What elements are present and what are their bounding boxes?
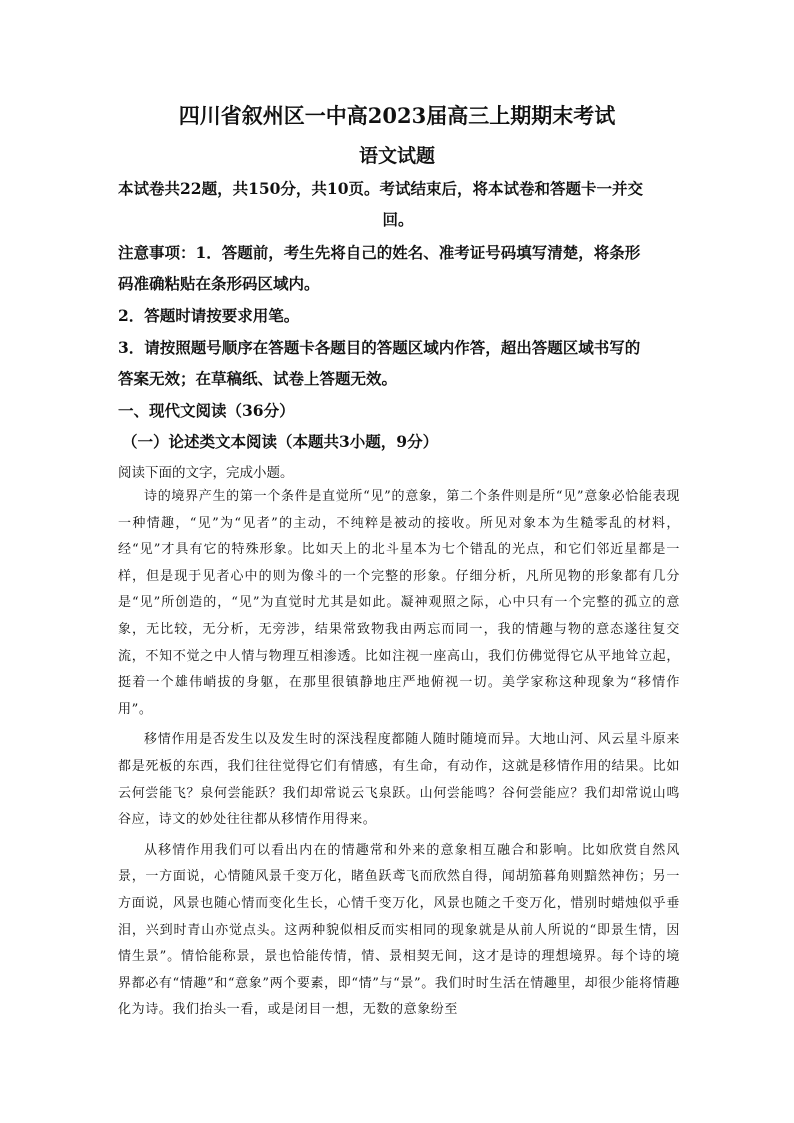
passage-paragraph-2: 移情作用是否发生以及发生时的深浅程度都随人随时随境而异。大地山河、风云星斗原来都是死板的东西，我们往往觉得它们有情感，有生命，有动作，这就是移情作用的结果。比如云何尝能飞？泉何尝能跃？我们却常说云飞泉跃。山何尝能鸣？谷何尝能应？我们却常说山鸣谷应，诗文的妙处往往都从移情作用得来。 <box>118 732 680 828</box>
section-subheading: （一）论述类文本阅读（本题共3小题，9分） <box>122 432 439 451</box>
passage-paragraph-3: 从移情作用我们可以看出内在的情趣常和外来的意象相互融合和影响。比如欣赏自然风景，一方面说，心情随风景千变万化，睹鱼跃鸢飞而欣然自得，闻胡笳暮角则黯然神伤；另一方面说，风景也随心情而变化生长，心情千变万化，风景也随之千变万化，惜别时蜡烛似乎垂泪，兴到时青山亦觉点头。这两种貌似相反而实相同的现象就是从前人所说的“即景生情，因情生景”。情恰能称景，景也恰能传情，情、景相契无间，这才是诗的理想境界。每个诗的境界都必有“情趣”和“意象”两个要素，即“情”与“景”。我们时时生活在情趣里，却很少能将情趣化为诗。我们抬头一看，或是闭目一想，无数的意象纷至 <box>118 842 680 1018</box>
exam-subtitle: 语文试题 <box>358 145 435 167</box>
note-3-line-2: 答案无效；在草稿纸、试卷上答题无效。 <box>118 369 398 388</box>
note-1-line-1: 注意事项：1．答题前，考生先将自己的姓名、准考证号码填写清楚，将条形 <box>118 243 641 262</box>
note-3-line-1: 3．请按照题号顺序在答题卡各题目的答题区域内作答，超出答题区域书写的 <box>118 338 641 357</box>
note-1-line-2: 码准确粘贴在条形码区域内。 <box>118 274 320 293</box>
summary-line-2: 回。 <box>382 210 414 229</box>
reading-passage <box>118 484 680 1024</box>
section-heading: 一、现代文阅读（36分） <box>118 401 295 420</box>
exam-title: 四川省叙州区一中高2023届高三上期期末考试 <box>178 103 616 128</box>
summary-line-1: 本试卷共22题，共150分，共10页。考试结束后，将本试卷和答题卡一并交 <box>118 179 643 198</box>
reading-instruction: 阅读下面的文字，完成小题。 <box>118 465 294 481</box>
note-2: 2．答题时请按要求用笔。 <box>118 306 300 325</box>
passage-paragraph-1: 诗的境界产生的第一个条件是直觉所“见”的意象，第二个条件则是所“见”意象必恰能表现一种情趣，“见”为“见者”的主动，不纯粹是被动的接收。所见对象本为生糙零乱的材料，经“见”才具有它的特殊形象。比如天上的北斗星本为七个错乱的光点，和它们邻近星都是一样，但是现于见者心中的则为像斗的一个完整的形象。仔细分析，凡所见物的形象都有几分是“见”所创造的，“见”为直觉时尤其是如此。凝神观照之际，心中只有一个完整的孤立的意象，无比较，无分析，无旁涉，结果常致物我由两忘而同一，我的情趣与物的意态遂往复交流，不知不觉之中人情与物理互相渗透。比如注视一座高山，我们仿佛觉得它从平地耸立起，挺着一个雄伟峭拔的身躯，在那里很镇静地庄严地俯视一切。美学家称这种现象为“移情作用”。 <box>118 489 680 717</box>
